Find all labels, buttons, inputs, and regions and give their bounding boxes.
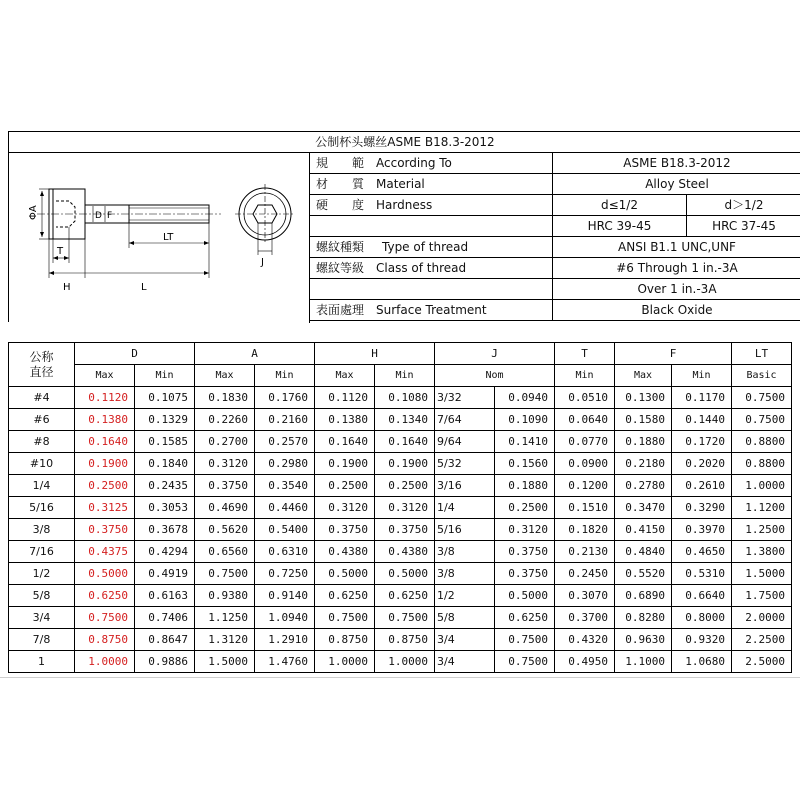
cell-j-nom: 0.7500 — [495, 651, 555, 673]
cell-d-min: 0.4919 — [135, 563, 195, 585]
spec-label-en: Class of thread — [376, 261, 467, 275]
cell-lt: 1.7500 — [732, 585, 792, 607]
spec-label-cn: 螺紋等級 — [316, 261, 365, 275]
cell-d-max: 0.8750 — [75, 629, 135, 651]
cell-size: #10 — [9, 453, 75, 475]
cell-d-max: 0.6250 — [75, 585, 135, 607]
cell-h-max: 0.6250 — [315, 585, 375, 607]
cell-d-min: 0.4294 — [135, 541, 195, 563]
cell-t-min: 0.0770 — [555, 431, 615, 453]
table-row — [9, 651, 792, 673]
cell-d-max: 0.3750 — [75, 519, 135, 541]
cell-size: #6 — [9, 409, 75, 431]
table-subheader-row — [9, 365, 792, 387]
cell-size: 5/16 — [9, 497, 75, 519]
cell-t-min: 0.4320 — [555, 629, 615, 651]
cell-j-nom: 0.7500 — [495, 629, 555, 651]
cell-h-min: 0.2500 — [375, 475, 435, 497]
cell-f-max: 0.4840 — [615, 541, 672, 563]
cell-f-max: 0.1300 — [615, 387, 672, 409]
cell-j-nom: 0.1410 — [495, 431, 555, 453]
subheader-min: Min — [672, 365, 732, 387]
cell-j-frac: 5/32 — [435, 453, 495, 475]
cell-j-frac: 3/4 — [435, 651, 495, 673]
cell-h-min: 0.8750 — [375, 629, 435, 651]
cell-j-frac: 3/32 — [435, 387, 495, 409]
table-row — [9, 409, 792, 431]
cell-size: 3/8 — [9, 519, 75, 541]
spec-block — [8, 131, 800, 322]
cell-d-min: 0.6163 — [135, 585, 195, 607]
spec-label-en: Material — [376, 177, 425, 191]
cell-h-min: 0.3750 — [375, 519, 435, 541]
header-f: F — [615, 343, 732, 365]
cell-f-min: 0.5310 — [672, 563, 732, 585]
cell-h-max: 0.1380 — [315, 409, 375, 431]
cell-j-nom: 0.3120 — [495, 519, 555, 541]
cell-j-nom: 0.3750 — [495, 541, 555, 563]
table-row — [9, 563, 792, 585]
cell-h-min: 0.1340 — [375, 409, 435, 431]
table-row — [9, 629, 792, 651]
cell-a-min: 0.2160 — [255, 409, 315, 431]
hardness-condition-right: d＞1/2 — [724, 198, 764, 212]
cell-t-min: 0.0900 — [555, 453, 615, 475]
cell-h-max: 0.1640 — [315, 431, 375, 453]
cell-d-min: 0.9886 — [135, 651, 195, 673]
spec-value: Black Oxide — [641, 303, 713, 317]
spec-label-cn: 硬 度 — [316, 198, 365, 212]
label-f: F — [107, 211, 113, 221]
table-row — [9, 475, 792, 497]
cell-f-min: 0.8000 — [672, 607, 732, 629]
subheader-min: Min — [255, 365, 315, 387]
cell-h-min: 0.7500 — [375, 607, 435, 629]
cell-j-nom: 0.2500 — [495, 497, 555, 519]
cell-h-max: 0.8750 — [315, 629, 375, 651]
spec-value: Alloy Steel — [645, 177, 709, 191]
size-header: 公称 直径 — [9, 343, 75, 387]
cell-d-min: 0.1585 — [135, 431, 195, 453]
spec-row-thread-class — [310, 258, 800, 279]
cell-h-max: 0.1900 — [315, 453, 375, 475]
cell-f-min: 0.6640 — [672, 585, 732, 607]
hardness-value-left: HRC 39-45 — [553, 216, 687, 236]
cell-j-frac: 3/8 — [435, 563, 495, 585]
cell-j-frac: 1/4 — [435, 497, 495, 519]
spec-value: #6 Through 1 in.-3A — [616, 261, 738, 275]
spec-row-according-to — [310, 153, 800, 174]
cell-h-max: 0.3120 — [315, 497, 375, 519]
subheader-max: Max — [195, 365, 255, 387]
cell-t-min: 0.0510 — [555, 387, 615, 409]
cell-h-max: 1.0000 — [315, 651, 375, 673]
cell-j-nom: 0.3750 — [495, 563, 555, 585]
cell-d-max: 0.2500 — [75, 475, 135, 497]
cell-size: 5/8 — [9, 585, 75, 607]
hardness-condition-left: d≤1/2 — [553, 195, 687, 215]
cell-h-max: 0.2500 — [315, 475, 375, 497]
cell-a-min: 0.1760 — [255, 387, 315, 409]
cell-size: 1 — [9, 651, 75, 673]
cell-lt: 1.0000 — [732, 475, 792, 497]
cell-a-max: 0.2700 — [195, 431, 255, 453]
cell-f-max: 0.1580 — [615, 409, 672, 431]
spec-value: ASME B18.3-2012 — [623, 156, 731, 170]
table-row — [9, 607, 792, 629]
label-h: H — [63, 282, 71, 293]
cell-h-max: 0.3750 — [315, 519, 375, 541]
cell-t-min: 0.1820 — [555, 519, 615, 541]
table-row — [9, 519, 792, 541]
spec-label-cn: 材 質 — [316, 177, 365, 191]
cell-f-min: 0.1170 — [672, 387, 732, 409]
cell-t-min: 0.3700 — [555, 607, 615, 629]
table-row — [9, 585, 792, 607]
cell-t-min: 0.1200 — [555, 475, 615, 497]
screw-drawing — [9, 153, 310, 323]
cell-a-max: 0.3120 — [195, 453, 255, 475]
spec-label-cn: 表面處理 — [316, 303, 365, 317]
cell-a-min: 0.5400 — [255, 519, 315, 541]
cell-a-max: 0.5620 — [195, 519, 255, 541]
cell-f-min: 0.1720 — [672, 431, 732, 453]
cell-a-max: 0.9380 — [195, 585, 255, 607]
cell-h-min: 0.1640 — [375, 431, 435, 453]
header-h: H — [315, 343, 435, 365]
cell-a-min: 1.4760 — [255, 651, 315, 673]
cell-f-max: 0.8280 — [615, 607, 672, 629]
cell-lt: 1.3800 — [732, 541, 792, 563]
cell-t-min: 0.4950 — [555, 651, 615, 673]
cell-h-min: 0.4380 — [375, 541, 435, 563]
cell-h-min: 0.5000 — [375, 563, 435, 585]
label-l: L — [141, 282, 147, 293]
cell-lt: 2.0000 — [732, 607, 792, 629]
cell-a-min: 0.9140 — [255, 585, 315, 607]
cell-j-frac: 3/8 — [435, 541, 495, 563]
table-row — [9, 431, 792, 453]
spec-label-cn: 規 範 — [316, 156, 365, 170]
cell-d-max: 0.4375 — [75, 541, 135, 563]
spec-row-hardness-value — [310, 216, 800, 237]
cell-h-max: 0.1120 — [315, 387, 375, 409]
cell-t-min: 0.0640 — [555, 409, 615, 431]
header-j: J — [435, 343, 555, 365]
table-row — [9, 387, 792, 409]
label-phi-a: ΦA — [28, 205, 39, 220]
cell-d-max: 1.0000 — [75, 651, 135, 673]
cell-f-max: 0.5520 — [615, 563, 672, 585]
subheader-max: Max — [75, 365, 135, 387]
subheader-min: Min — [555, 365, 615, 387]
divider — [0, 677, 800, 678]
cell-a-min: 0.4460 — [255, 497, 315, 519]
cell-lt: 2.2500 — [732, 629, 792, 651]
cell-f-min: 0.3290 — [672, 497, 732, 519]
cell-d-max: 0.5000 — [75, 563, 135, 585]
cell-a-min: 1.2910 — [255, 629, 315, 651]
cell-lt: 1.5000 — [732, 563, 792, 585]
subheader-min: Min — [375, 365, 435, 387]
cell-d-min: 0.1075 — [135, 387, 195, 409]
cell-t-min: 0.1510 — [555, 497, 615, 519]
cell-a-min: 0.7250 — [255, 563, 315, 585]
cell-f-min: 0.2020 — [672, 453, 732, 475]
label-t: T — [57, 246, 64, 257]
cell-size: #4 — [9, 387, 75, 409]
cell-j-frac: 5/16 — [435, 519, 495, 541]
cell-f-max: 0.2780 — [615, 475, 672, 497]
cell-f-max: 0.2180 — [615, 453, 672, 475]
spec-row-surface — [310, 300, 800, 321]
hardness-value-right: HRC 37-45 — [712, 219, 776, 233]
cell-d-max: 0.1900 — [75, 453, 135, 475]
cell-f-min: 0.1440 — [672, 409, 732, 431]
cell-j-nom: 0.5000 — [495, 585, 555, 607]
cell-a-min: 0.6310 — [255, 541, 315, 563]
cell-h-min: 0.6250 — [375, 585, 435, 607]
cell-lt: 0.7500 — [732, 387, 792, 409]
cell-d-min: 0.3053 — [135, 497, 195, 519]
table-header-row — [9, 343, 792, 365]
cell-a-min: 0.3540 — [255, 475, 315, 497]
cell-d-min: 0.3678 — [135, 519, 195, 541]
subheader-min: Min — [135, 365, 195, 387]
dimension-table-body — [9, 387, 792, 673]
spec-row-material — [310, 174, 800, 195]
cell-f-max: 0.6890 — [615, 585, 672, 607]
cell-a-max: 0.2260 — [195, 409, 255, 431]
cell-lt: 0.7500 — [732, 409, 792, 431]
cell-j-nom: 0.1090 — [495, 409, 555, 431]
header-a: A — [195, 343, 315, 365]
cell-h-min: 1.0000 — [375, 651, 435, 673]
spec-label-en: Hardness — [376, 198, 433, 212]
dimension-table — [8, 342, 792, 673]
cell-lt: 0.8800 — [732, 453, 792, 475]
cell-t-min: 0.3070 — [555, 585, 615, 607]
cell-h-max: 0.5000 — [315, 563, 375, 585]
cell-a-max: 0.1830 — [195, 387, 255, 409]
cell-j-frac: 1/2 — [435, 585, 495, 607]
cell-h-max: 0.7500 — [315, 607, 375, 629]
label-j: J — [261, 257, 264, 268]
subheader-nom: Nom — [435, 365, 555, 387]
label-lt: LT — [163, 232, 174, 243]
cell-j-frac: 7/64 — [435, 409, 495, 431]
cell-lt: 0.8800 — [732, 431, 792, 453]
cell-t-min: 0.2130 — [555, 541, 615, 563]
subheader-basic: Basic — [732, 365, 792, 387]
cell-size: 3/4 — [9, 607, 75, 629]
page-title: 公制杯头螺丝ASME B18.3-2012 — [9, 132, 800, 153]
cell-d-min: 0.8647 — [135, 629, 195, 651]
cell-d-max: 0.1380 — [75, 409, 135, 431]
cell-j-nom: 0.0940 — [495, 387, 555, 409]
cell-f-max: 0.9630 — [615, 629, 672, 651]
cell-h-min: 0.1080 — [375, 387, 435, 409]
spec-label-en: According To — [376, 156, 452, 170]
header-d: D — [75, 343, 195, 365]
cell-size: #8 — [9, 431, 75, 453]
cell-j-frac: 9/64 — [435, 431, 495, 453]
cell-size: 1/2 — [9, 563, 75, 585]
cell-d-min: 0.1840 — [135, 453, 195, 475]
cell-a-max: 1.3120 — [195, 629, 255, 651]
cell-j-nom: 0.6250 — [495, 607, 555, 629]
spec-label-en: Surface Treatment — [376, 303, 487, 317]
spec-row-thread-type — [310, 237, 800, 258]
table-row — [9, 497, 792, 519]
subheader-max: Max — [615, 365, 672, 387]
spec-value: ANSI B1.1 UNC,UNF — [618, 240, 736, 254]
spec-label-cn: 螺紋種類 — [316, 240, 365, 254]
cell-f-min: 0.4650 — [672, 541, 732, 563]
cell-f-max: 1.1000 — [615, 651, 672, 673]
header-t: T — [555, 343, 615, 365]
socket-head-cap-screw-diagram — [9, 153, 309, 323]
cell-size: 7/16 — [9, 541, 75, 563]
cell-lt: 1.2500 — [732, 519, 792, 541]
cell-h-min: 0.3120 — [375, 497, 435, 519]
table-row — [9, 453, 792, 475]
spec-label-en: Type of thread — [382, 240, 469, 254]
cell-f-max: 0.1880 — [615, 431, 672, 453]
cell-f-min: 1.0680 — [672, 651, 732, 673]
cell-h-max: 0.4380 — [315, 541, 375, 563]
cell-a-max: 0.4690 — [195, 497, 255, 519]
cell-a-max: 0.3750 — [195, 475, 255, 497]
cell-j-frac: 3/16 — [435, 475, 495, 497]
cell-size: 7/8 — [9, 629, 75, 651]
spec-value: Over 1 in.-3A — [637, 282, 717, 296]
cell-t-min: 0.2450 — [555, 563, 615, 585]
cell-h-min: 0.1900 — [375, 453, 435, 475]
cell-f-max: 0.4150 — [615, 519, 672, 541]
cell-j-nom: 0.1880 — [495, 475, 555, 497]
spec-row-hardness-condition — [310, 195, 800, 216]
header-lt: LT — [732, 343, 792, 365]
cell-a-max: 0.7500 — [195, 563, 255, 585]
table-row — [9, 541, 792, 563]
cell-f-min: 0.2610 — [672, 475, 732, 497]
cell-d-min: 0.1329 — [135, 409, 195, 431]
spec-row-thread-class-2 — [310, 279, 800, 300]
cell-j-frac: 3/4 — [435, 629, 495, 651]
cell-a-min: 0.2980 — [255, 453, 315, 475]
cell-d-min: 0.7406 — [135, 607, 195, 629]
cell-d-min: 0.2435 — [135, 475, 195, 497]
cell-a-max: 1.5000 — [195, 651, 255, 673]
cell-d-max: 0.3125 — [75, 497, 135, 519]
cell-a-max: 1.1250 — [195, 607, 255, 629]
cell-d-max: 0.1640 — [75, 431, 135, 453]
cell-f-min: 0.9320 — [672, 629, 732, 651]
label-d: D — [95, 211, 102, 221]
subheader-max: Max — [315, 365, 375, 387]
cell-j-frac: 5/8 — [435, 607, 495, 629]
cell-a-max: 0.6560 — [195, 541, 255, 563]
cell-size: 1/4 — [9, 475, 75, 497]
cell-a-min: 1.0940 — [255, 607, 315, 629]
cell-a-min: 0.2570 — [255, 431, 315, 453]
cell-d-max: 0.1120 — [75, 387, 135, 409]
cell-f-min: 0.3970 — [672, 519, 732, 541]
cell-d-max: 0.7500 — [75, 607, 135, 629]
cell-j-nom: 0.1560 — [495, 453, 555, 475]
cell-lt: 1.1200 — [732, 497, 792, 519]
cell-lt: 2.5000 — [732, 651, 792, 673]
cell-f-max: 0.3470 — [615, 497, 672, 519]
